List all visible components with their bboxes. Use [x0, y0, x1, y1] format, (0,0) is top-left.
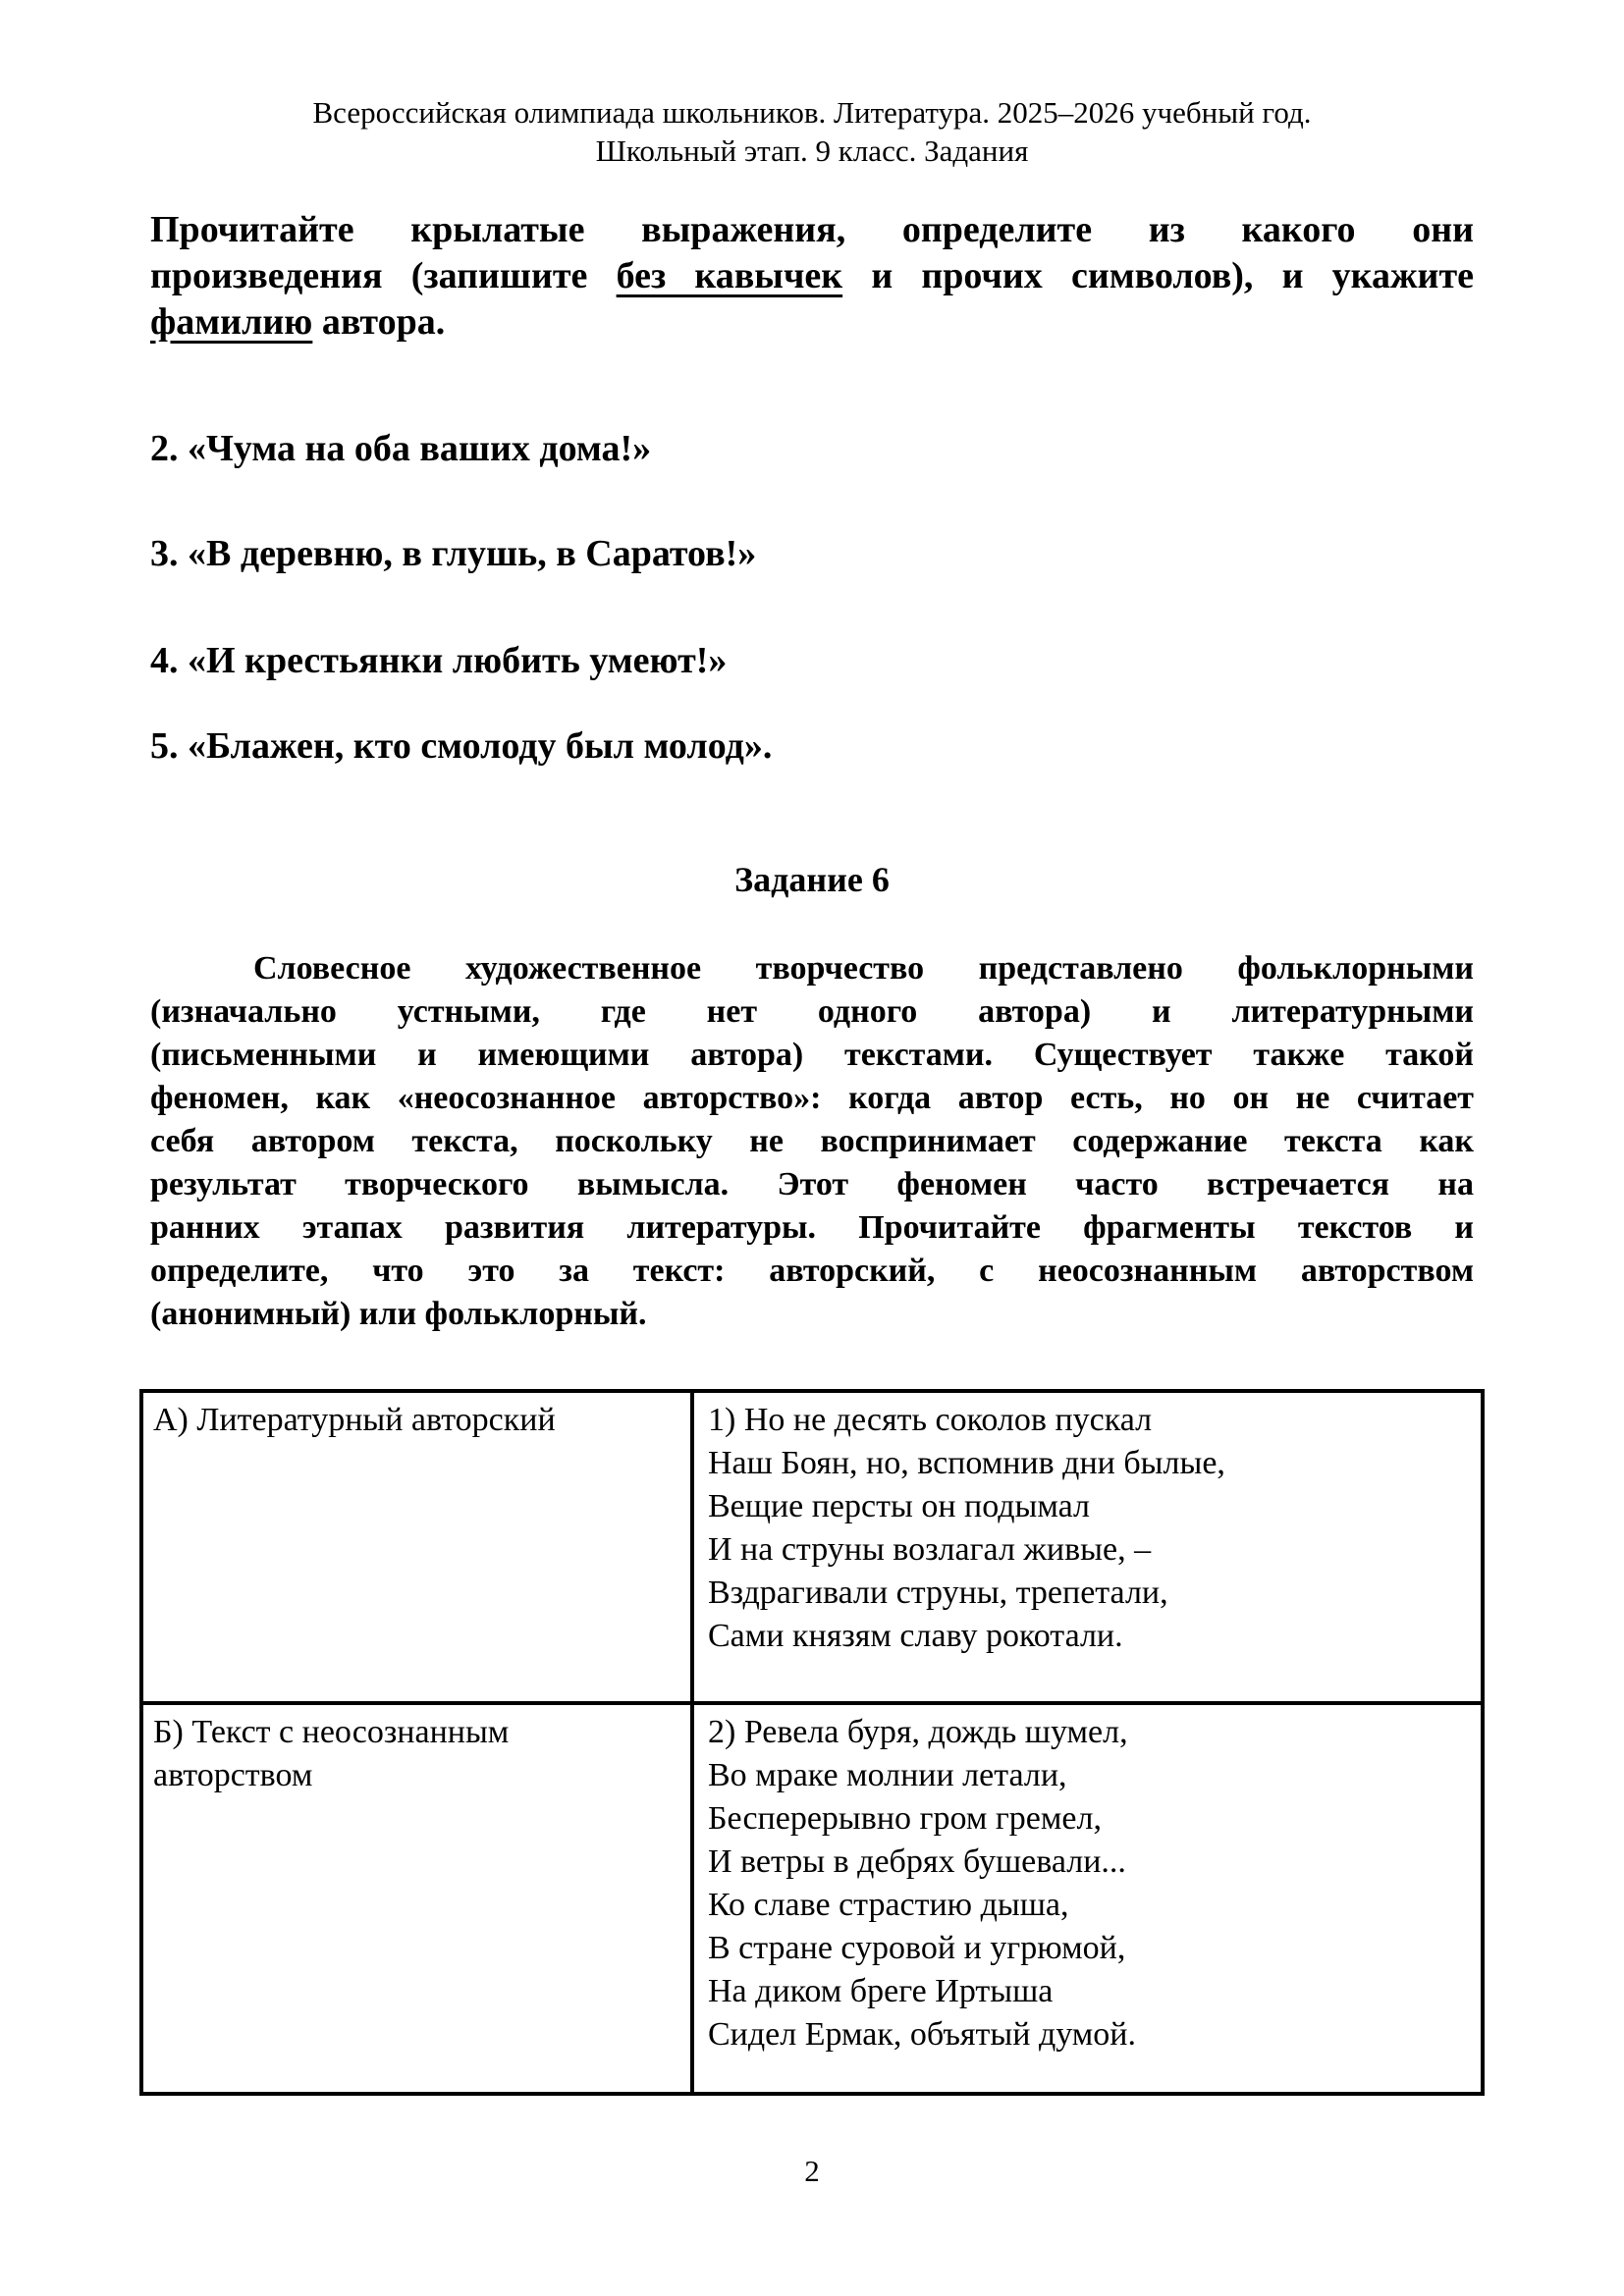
poem-line: Наш Боян, но, вспомнив дни былые, [708, 1445, 1225, 1481]
paragraph-line: ранних этапах развития литературы. Прочитайте фрагменты текстов и [150, 1209, 1474, 1246]
header-line-1: Всероссийская олимпиада школьников. Литература. 2025–2026 учебный год. [312, 95, 1312, 130]
option-a-label: А) Литературный авторский [153, 1402, 556, 1438]
poem-line: Ко славе страстию дыша, [708, 1887, 1069, 1923]
paragraph-line: (изначально устными, где нет одного автора) и литературными [150, 993, 1474, 1030]
paragraph-line: определите, что это за текст: авторский, с неосознанным авторством [150, 1253, 1474, 1289]
intro-line-2 [150, 253, 1474, 299]
paragraph-line: феномен, как «неосознанное авторство»: когда автор есть, но он не считает [150, 1080, 1474, 1116]
poem-line: Сидел Ермак, объятый думой. [708, 2016, 1137, 2053]
intro-paragraph [150, 207, 1474, 346]
table-cell-option-b [143, 1701, 690, 2092]
paragraph-line: (письменными и имеющими автора) текстами. Существует также такой [150, 1037, 1474, 1073]
table-cell-option-a [143, 1393, 690, 1701]
intro-underlined-surname: фамилию [150, 301, 313, 343]
poem-line: И на струны возлагал живые, – [708, 1531, 1152, 1568]
page-header [150, 93, 1474, 170]
poem-line: Вздрагивали струны, трепетали, [708, 1575, 1168, 1611]
intro-underlined-no-quotes: без кавычек [616, 255, 843, 296]
poem-line: 2) Ревела буря, дождь шумел, [708, 1714, 1128, 1750]
table-cell-fragment-2 [690, 1701, 1481, 2092]
poem-line: На диком бреге Иртыша [708, 1973, 1054, 2009]
quote-item-3: 3. «В деревню, в глушь, в Саратов!» [150, 533, 757, 574]
matching-table [139, 1389, 1485, 2096]
quote-item-2: 2. «Чума на оба ваших дома!» [150, 428, 652, 469]
page-number: 2 [804, 2154, 820, 2188]
intro-line-3-post: автора. [312, 301, 446, 343]
poem-line: Во мраке молнии летали, [708, 1757, 1067, 1793]
poem-line: Бесперерывно гром гремел, [708, 1800, 1102, 1837]
quote-item-5: 5. «Блажен, кто смолоду был молод». [150, 725, 773, 767]
intro-line-2-pre: произведения (запишите [150, 255, 617, 296]
poem-line: 1) Но не десять соколов пускал [708, 1402, 1153, 1438]
header-line-2: Школьный этап. 9 класс. Задания [595, 133, 1029, 168]
paragraph-line: (анонимный) или фольклорный. [150, 1296, 647, 1332]
poem-line: Вещие персты он подымал [708, 1488, 1091, 1524]
option-b-label-line: авторством [153, 1757, 313, 1793]
paragraph-line: себя автором текста, поскольку не воспринимает содержание текста как [150, 1123, 1474, 1159]
task6-title: Задание 6 [734, 860, 890, 899]
quote-item-4: 4. «И крестьянки любить умеют!» [150, 640, 728, 681]
poem-line: И ветры в дебрях бушевали... [708, 1843, 1126, 1880]
poem-line: В стране суровой и угрюмой, [708, 1930, 1126, 1966]
option-b-label-line: Б) Текст с неосознанным [153, 1714, 510, 1750]
paragraph-line: результат творческого вымысла. Этот феномен часто встречается на [150, 1166, 1474, 1202]
intro-line-2-post: и прочих символов), и укажите [842, 255, 1474, 296]
intro-line-3 [150, 299, 1474, 346]
paragraph-line: Словесное художественное творчество представлено фольклорными [253, 950, 1474, 987]
poem-line: Сами князям славу рокотали. [708, 1618, 1123, 1654]
table-cell-fragment-1 [690, 1393, 1481, 1701]
intro-line-1: Прочитайте крылатые выражения, определите из какого они [150, 209, 1474, 250]
task6-paragraph [150, 947, 1474, 1336]
